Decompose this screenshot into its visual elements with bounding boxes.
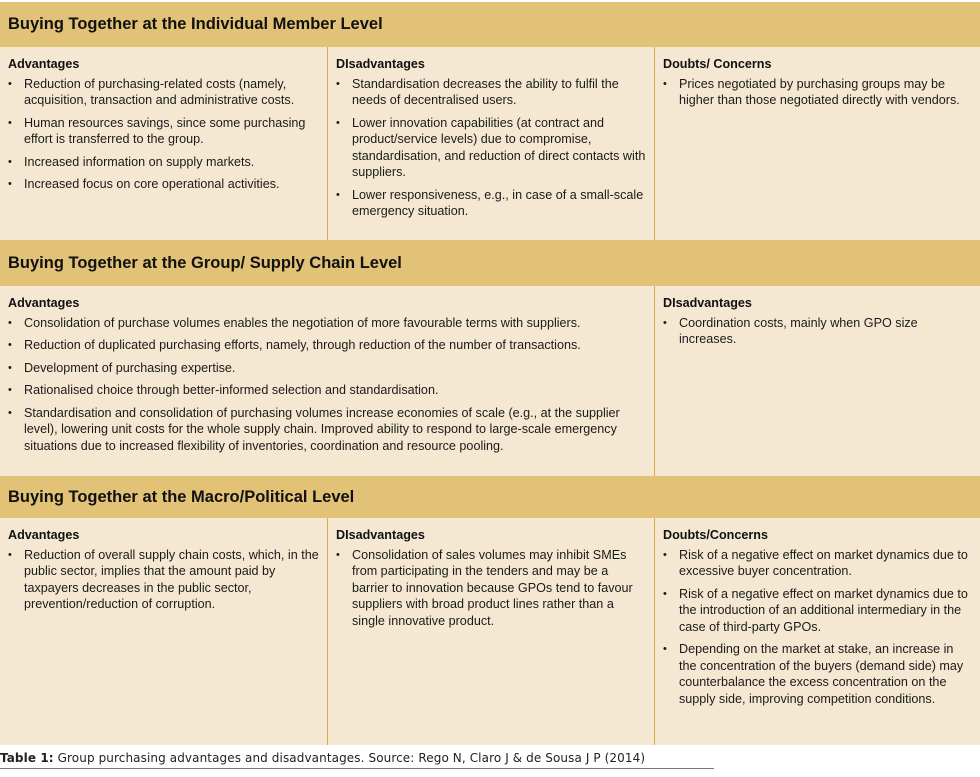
column-heading: DIsadvantages [336, 57, 425, 71]
list-item: • Consolidation of sales volumes may inhibit SMEs from participating in the tenders and may be a barrier to innovation because GPOs tend to favour suppliers with broad product lines rather than a single innovative product. [336, 547, 646, 630]
column-disadvantages [327, 518, 654, 745]
column-heading: Advantages [8, 296, 80, 310]
list-item: • Development of purchasing expertise. [8, 360, 646, 377]
column-concerns [654, 518, 980, 745]
bullet-list [663, 315, 972, 348]
list-item: • Consolidation of purchase volumes enables the negotiation of more favourable terms with suppliers. [8, 315, 646, 332]
column-disadvantages [327, 47, 654, 240]
caption-text: Group purchasing advantages and disadvantages. Source: Rego N, Claro J & de Sousa J P (2014) [53, 751, 646, 765]
section-body-individual [0, 47, 980, 240]
bullet-list [336, 76, 646, 220]
list-item: • Risk of a negative effect on market dynamics due to excessive buyer concentration. [663, 547, 972, 580]
list-item: • Increased information on supply markets. [8, 154, 319, 171]
section-header-macro: Buying Together at the Macro/Political Level [0, 476, 980, 518]
bullet-list [663, 547, 972, 708]
column-heading: Doubts/Concerns [663, 528, 768, 542]
list-item: • Lower responsiveness, e.g., in case of a small-scale emergency situation. [336, 187, 646, 220]
list-item: • Reduction of duplicated purchasing efforts, namely, through reduction of the number of transactions. [8, 337, 646, 354]
column-heading: DIsadvantages [663, 296, 752, 310]
bullet-list [8, 76, 319, 193]
column-advantages [0, 47, 327, 240]
column-heading: Advantages [8, 57, 80, 71]
list-item: • Coordination costs, mainly when GPO size increases. [663, 315, 972, 348]
section-body-group [0, 286, 980, 476]
list-item: • Standardisation decreases the ability to fulfil the needs of decentralised users. [336, 76, 646, 109]
section-header-individual: Buying Together at the Individual Member Level [0, 2, 980, 47]
column-concerns [654, 47, 980, 240]
column-advantages [0, 518, 327, 745]
bullet-list [8, 315, 646, 455]
list-item: • Rationalised choice through better-informed selection and standardisation. [8, 382, 646, 399]
list-item: • Reduction of overall supply chain costs, which, in the public sector, implies that the amount paid by taxpayers decreases in the public sector, prevention/reduction of corruption. [8, 547, 319, 613]
column-heading: DIsadvantages [336, 528, 425, 542]
list-item: • Reduction of purchasing-related costs (namely, acquisition, transaction and administrative costs. [8, 76, 319, 109]
bullet-list [336, 547, 646, 630]
section-body-macro [0, 518, 980, 745]
column-heading: Advantages [8, 528, 80, 542]
table-caption [0, 751, 714, 769]
list-item: • Risk of a negative effect on market dynamics due to the introduction of an additional intermediary in the case of third-party GPOs. [663, 586, 972, 636]
list-item: • Increased focus on core operational activities. [8, 176, 319, 193]
column-advantages [0, 286, 654, 476]
bullet-list [8, 547, 319, 613]
list-item: • Depending on the market at stake, an increase in the concentration of the buyers (demand side) may counterbalance the excess concentration on the supply side, improving competition conditions. [663, 641, 972, 707]
list-item: • Standardisation and consolidation of purchasing volumes increase economies of scale (e.g., at the supplier level), lowering unit costs for the whole supply chain. Improved ability to respond to large-scale emergency situations due to increased flexibility of inventories, coordination and resource pooling. [8, 405, 646, 455]
bullet-list [663, 76, 972, 109]
caption-label: Table 1: [0, 751, 54, 765]
list-item: • Lower innovation capabilities (at contract and product/service levels) due to compromise, standardisation, and reduction of direct contacts with suppliers. [336, 115, 646, 181]
column-heading: Doubts/ Concerns [663, 57, 772, 71]
section-header-group: Buying Together at the Group/ Supply Chain Level [0, 240, 980, 286]
list-item: • Human resources savings, since some purchasing effort is transferred to the group. [8, 115, 319, 148]
list-item: • Prices negotiated by purchasing groups may be higher than those negotiated directly with vendors. [663, 76, 972, 109]
column-disadvantages [654, 286, 980, 476]
